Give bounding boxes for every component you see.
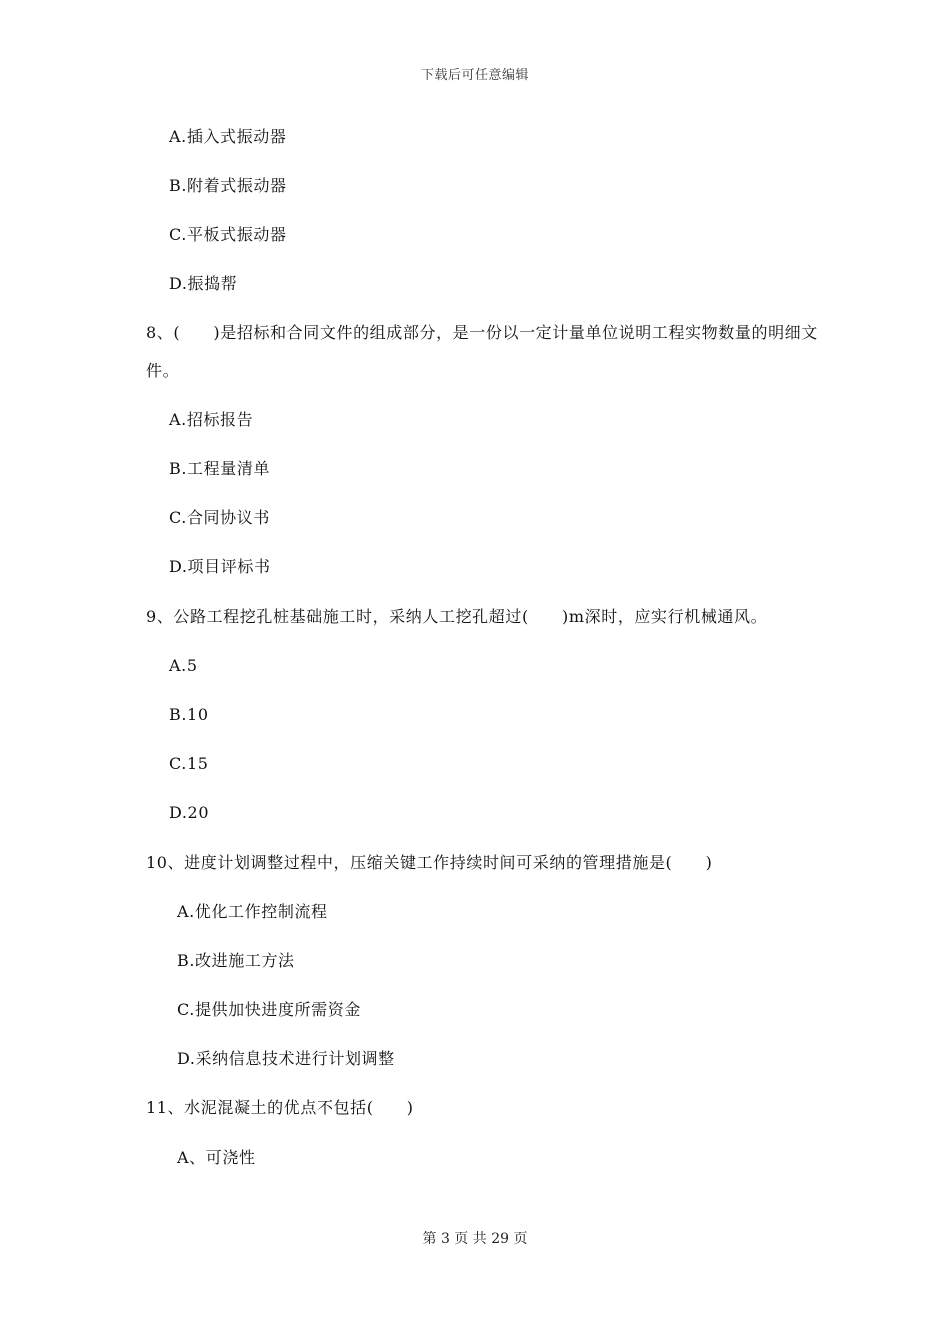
q9-option-d: D.20 — [169, 803, 210, 822]
page-footer: 第 3 页 共 29 页 — [422, 1231, 528, 1247]
q8-option-b: B.工程量清单 — [169, 459, 271, 478]
q8-option-d: D.项目评标书 — [169, 557, 271, 576]
q8-stem: 8、( )是招标和合同文件的组成部分，是一份以一定计量单位说明工程实物数量的明细文件。 — [146, 323, 818, 380]
q7-option-a: A.插入式振动器 — [169, 127, 287, 146]
q9-option-b: B.10 — [169, 705, 209, 724]
q11-option-a: A、可浇性 — [177, 1148, 256, 1167]
q8-option-c: C.合同协议书 — [169, 508, 270, 527]
page-header: 下载后可任意编辑 — [420, 68, 529, 83]
q11-stem: 11、水泥混凝土的优点不包括( ) — [146, 1098, 414, 1117]
q9-stem: 9、公路工程挖孔桩基础施工时，采纳人工挖孔超过( )m深时，应实行机械通风。 — [146, 607, 768, 626]
q7-option-d: D.振捣帮 — [169, 274, 238, 293]
q7-option-c: C.平板式振动器 — [169, 225, 287, 244]
q10-option-a: A.优化工作控制流程 — [177, 902, 328, 921]
q10-option-b: B.改进施工方法 — [177, 951, 295, 970]
q7-option-b: B.附着式振动器 — [169, 176, 287, 195]
q10-stem: 10、进度计划调整过程中，压缩关键工作持续时间可采纳的管理措施是( ) — [146, 853, 713, 872]
q8-option-a: A.招标报告 — [169, 410, 254, 429]
q10-option-d: D.采纳信息技术进行计划调整 — [177, 1049, 395, 1068]
q9-option-c: C.15 — [169, 754, 209, 773]
q9-option-a: A.5 — [169, 656, 198, 675]
q10-option-c: C.提供加快进度所需资金 — [177, 1000, 361, 1019]
